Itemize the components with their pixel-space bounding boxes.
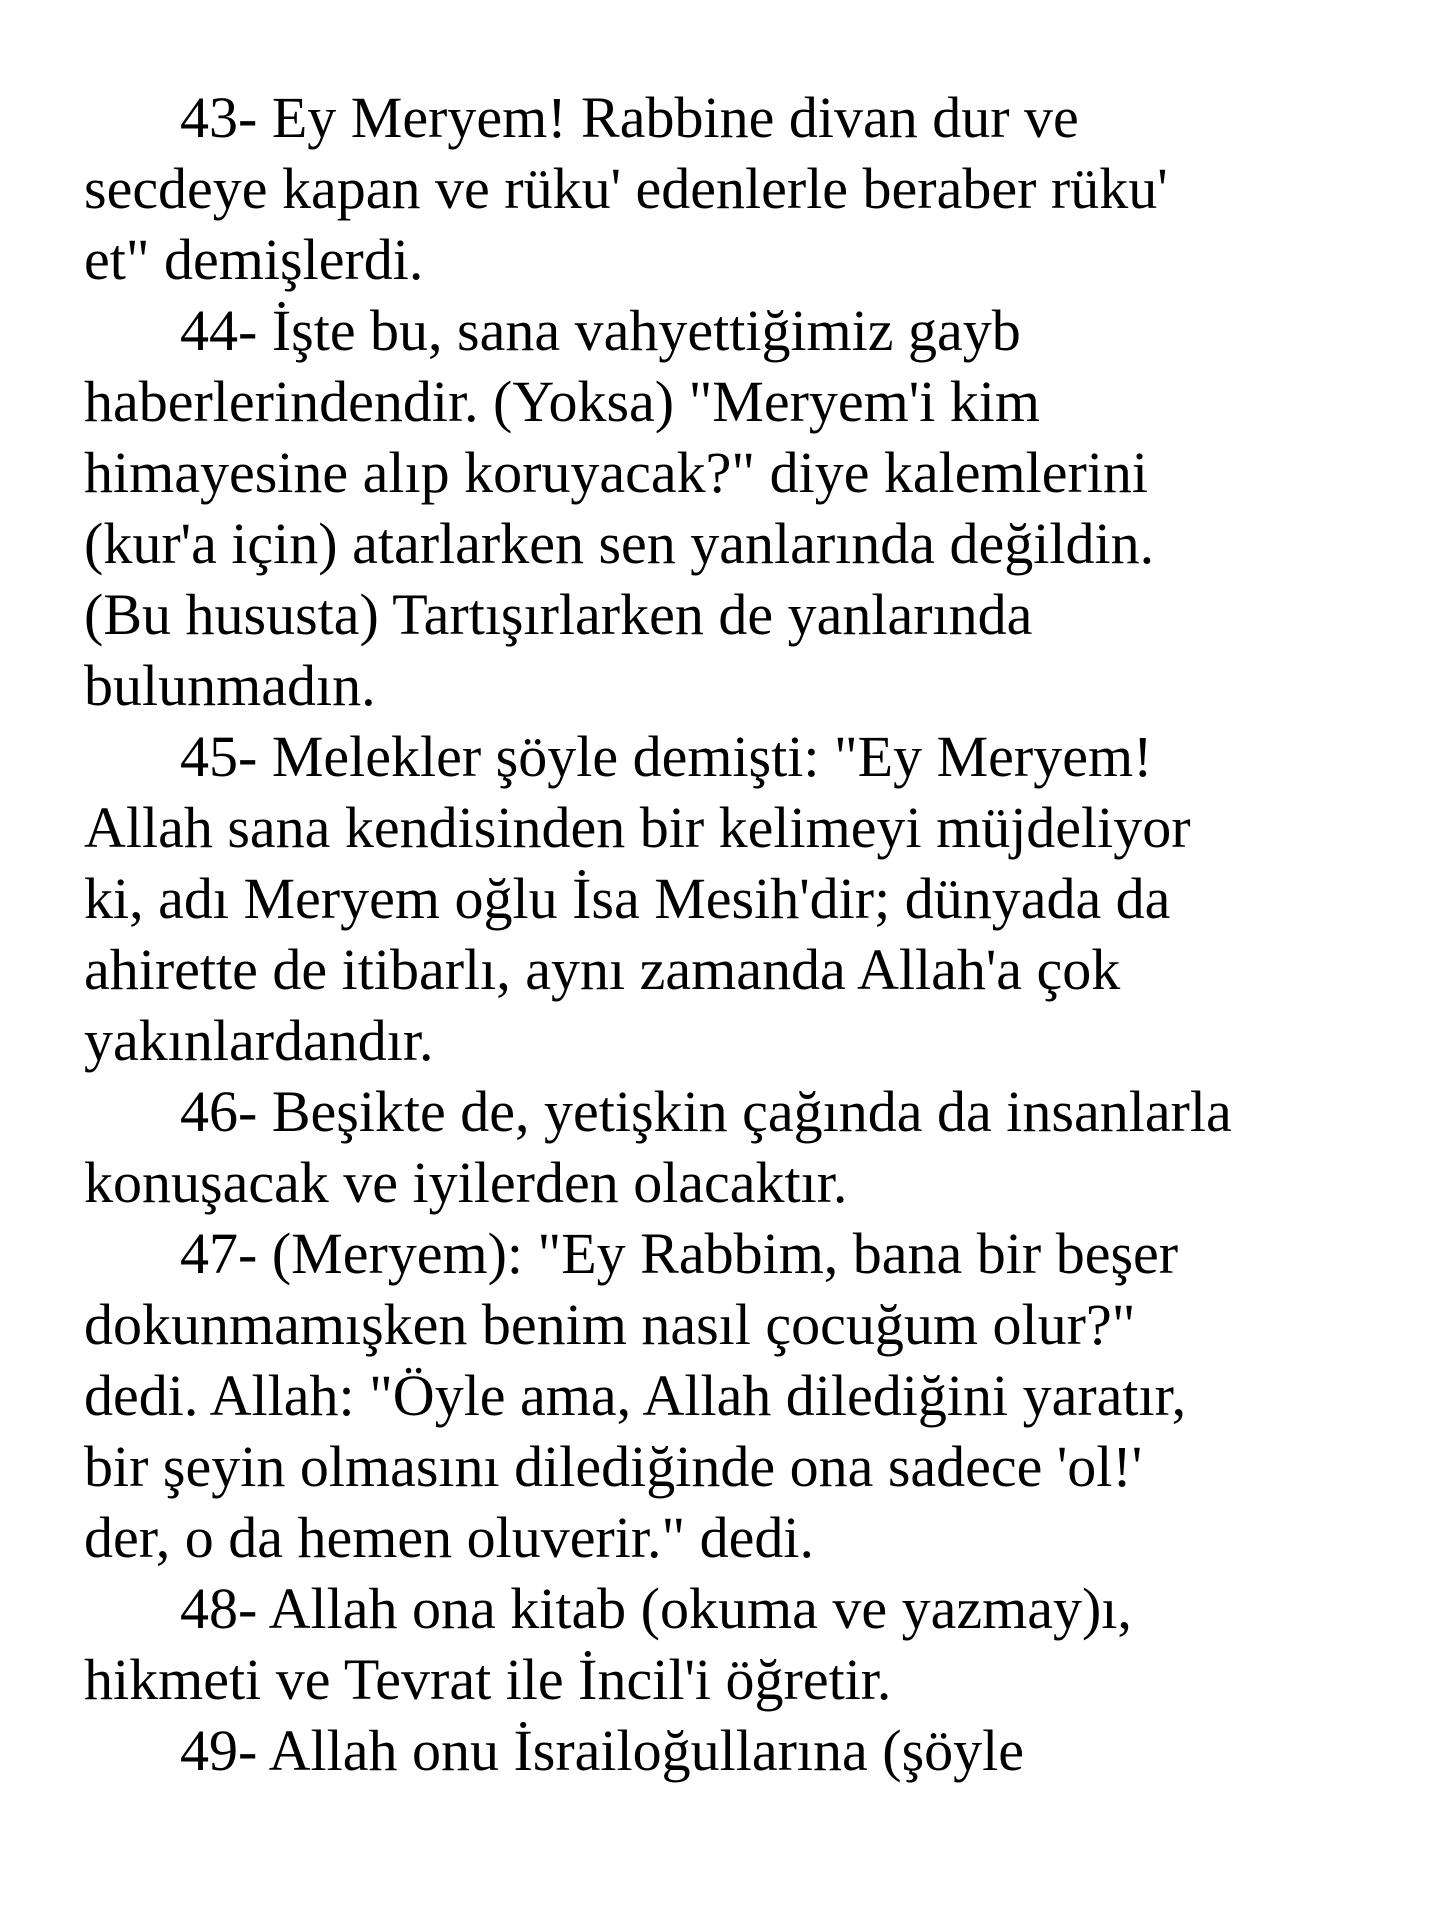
verse-48 <box>84 1573 1404 1715</box>
verse-line: 48- Allah ona kitab (okuma ve yazmay)ı, <box>180 1576 1132 1641</box>
verse-line: hikmeti ve Tevrat ile İncil'i öğretir. <box>84 1647 892 1712</box>
verse-line: 46- Beşikte de, yetişkin çağında da insanlarla <box>180 1079 1232 1144</box>
verse-49 <box>84 1715 1404 1786</box>
verse-line: dokunmamışken benim nasıl çocuğum olur?" <box>84 1292 1136 1357</box>
verse-line: 47- (Meryem): "Ey Rabbim, bana bir beşer <box>180 1221 1179 1286</box>
verse-46 <box>84 1076 1404 1218</box>
verse-line: (kur'a için) atarlarken sen yanlarında değildin. <box>84 511 1155 576</box>
verse-line: 43- Ey Meryem! Rabbine divan dur ve <box>180 85 1079 150</box>
verse-line: haberlerindendir. (Yoksa) "Meryem'i kim <box>84 369 1041 434</box>
verse-line: dedi. Allah: "Öyle ama, Allah dilediğini yaratır, <box>84 1363 1187 1428</box>
verse-47 <box>84 1218 1404 1573</box>
verse-line: secdeye kapan ve rüku' edenlerle beraber rüku' <box>84 156 1168 221</box>
verse-line: himayesine alıp koruyacak?" diye kalemlerini <box>84 440 1149 505</box>
verse-line: der, o da hemen oluverir." dedi. <box>84 1505 815 1570</box>
verse-44 <box>84 295 1404 721</box>
verse-line: ahirette de itibarlı, aynı zamanda Allah'a çok <box>84 937 1121 1002</box>
verse-line: (Bu hususta) Tartışırlarken de yanlarında <box>84 582 1033 647</box>
verse-45 <box>84 721 1404 1076</box>
verse-line: bir şeyin olmasını dilediğinde ona sadece 'ol!' <box>84 1434 1143 1499</box>
verse-line: yakınlardandır. <box>84 1008 434 1073</box>
verse-line: konuşacak ve iyilerden olacaktır. <box>84 1150 848 1215</box>
verse-line: Allah sana kendisinden bir kelimeyi müjdeliyor <box>84 795 1191 860</box>
verse-line: ki, adı Meryem oğlu İsa Mesih'dir; dünyada da <box>84 866 1171 931</box>
verse-text-body <box>84 82 1404 1786</box>
verse-line: bulunmadın. <box>84 653 376 718</box>
verse-line: 49- Allah onu İsrailoğullarına (şöyle <box>180 1718 1025 1783</box>
verse-line: 45- Melekler şöyle demişti: "Ey Meryem! <box>180 724 1153 789</box>
verse-line: et" demişlerdi. <box>84 227 424 292</box>
verse-43 <box>84 82 1404 295</box>
verse-line: 44- İşte bu, sana vahyettiğimiz gayb <box>180 298 1021 363</box>
